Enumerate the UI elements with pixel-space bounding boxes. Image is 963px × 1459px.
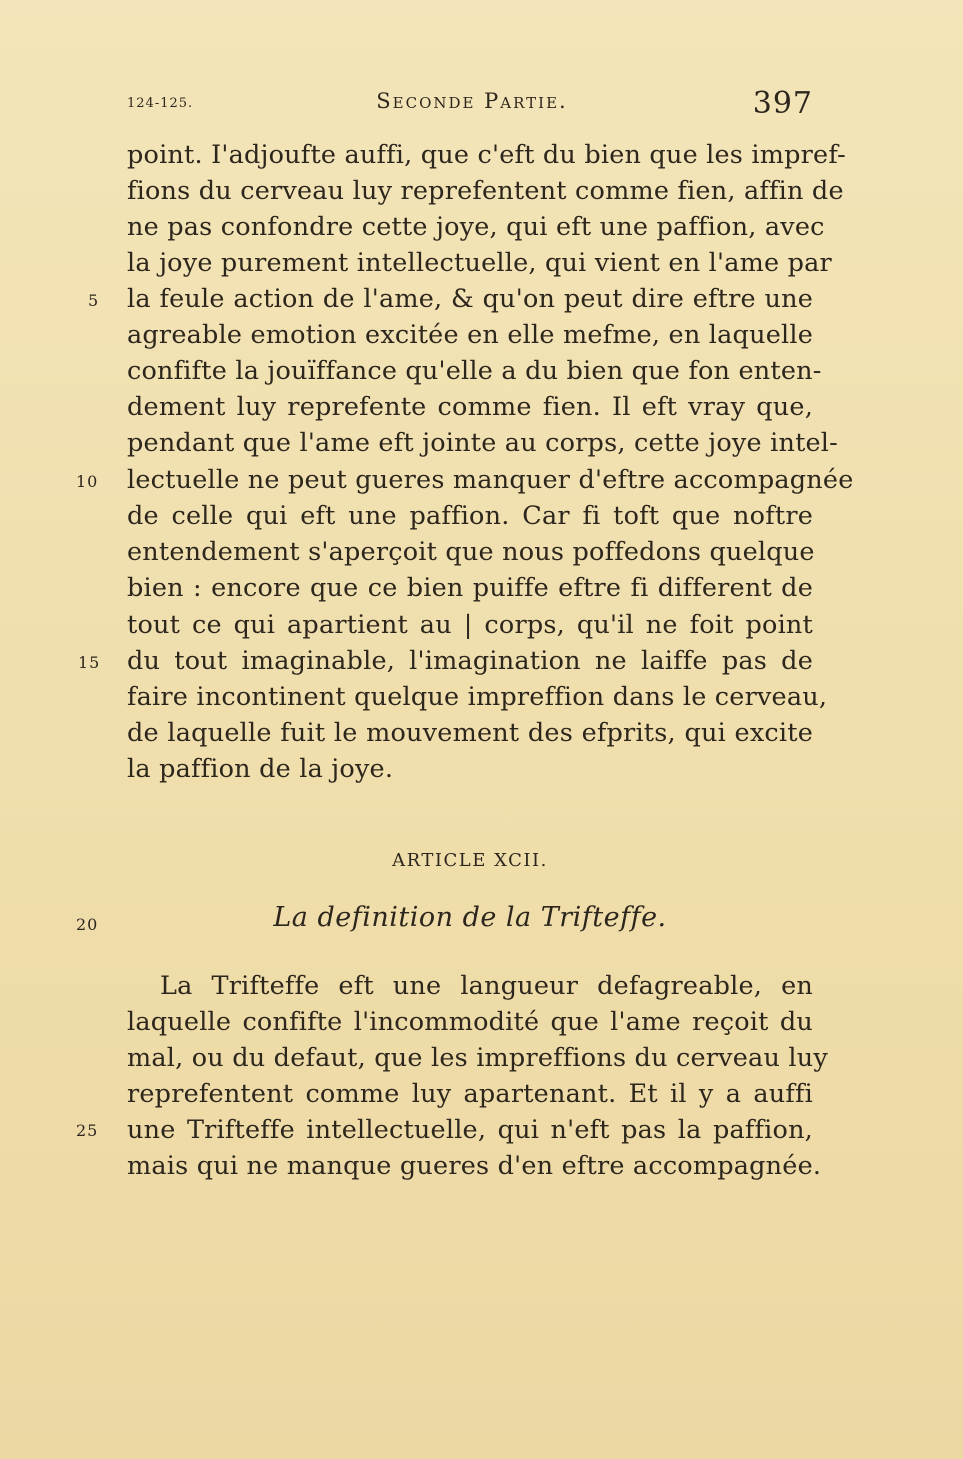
text-line: de celle qui eft une paffion. Car fi toft que noftre xyxy=(127,501,813,531)
text-line: dement luy reprefente comme fien. Il eft vray que, xyxy=(127,392,813,422)
article-label: ARTICLE XCII. xyxy=(392,850,548,871)
text-line: point. I'adjoufte auffi, que c'eft du bien que les impref- xyxy=(127,140,846,170)
line-number: 10 xyxy=(76,472,99,491)
text-line: de laquelle fuit le mouvement des efprits, qui excite xyxy=(127,718,813,748)
text-line: la joye purement intellectuelle, qui vient en l'ame par xyxy=(127,248,832,278)
article-title: La definition de la Trifteffe. xyxy=(273,902,667,933)
page-number: 397 xyxy=(752,86,813,121)
line-number: 15 xyxy=(78,653,101,672)
running-title: Seconde Partie. xyxy=(376,89,568,113)
text-line: tout ce qui apartient au | corps, qu'il ne foit point xyxy=(127,610,813,640)
line-number: 25 xyxy=(76,1121,99,1140)
text-line: mais qui ne manque gueres d'en eftre accompagnée. xyxy=(127,1151,822,1181)
running-head xyxy=(127,86,817,126)
line-number: 5 xyxy=(88,291,100,310)
section-reference: 124-125. xyxy=(127,96,194,111)
text-line: fions du cerveau luy reprefentent comme fien, affin de xyxy=(127,176,844,206)
text-line: pendant que l'ame eft jointe au corps, cette joye intel- xyxy=(127,428,838,458)
text-line: lectuelle ne peut gueres manquer d'eftre accompagnée xyxy=(127,465,854,495)
text-line: confifte la jouïffance qu'elle a du bien que fon enten- xyxy=(127,356,822,386)
text-line: faire incontinent quelque impreffion dans le cerveau, xyxy=(127,682,828,712)
text-line: laquelle confifte l'incommodité que l'ame reçoit du xyxy=(127,1007,813,1037)
text-line: la paffion de la joye. xyxy=(127,754,394,784)
text-line: la feule action de l'ame, & qu'on peut dire eftre une xyxy=(127,284,813,314)
text-line: bien : encore que ce bien puiffe eftre fi different de xyxy=(127,573,813,603)
text-line: reprefentent comme luy apartenant. Et il y a auffi xyxy=(127,1079,813,1109)
text-line: La Trifteffe eft une langueur defagreable, en xyxy=(160,971,813,1001)
text-line: une Trifteffe intellectuelle, qui n'eft pas la paffion, xyxy=(127,1115,813,1145)
text-line: entendement s'aperçoit que nous poffedons quelque xyxy=(127,537,815,567)
text-line: mal, ou du defaut, que les impreffions du cerveau luy xyxy=(127,1043,828,1073)
line-number: 20 xyxy=(76,915,99,934)
text-line: du tout imaginable, l'imagination ne laiffe pas de xyxy=(127,646,813,676)
text-line: ne pas confondre cette joye, qui eft une paffion, avec xyxy=(127,212,825,242)
text-line: agreable emotion excitée en elle mefme, en laquelle xyxy=(127,320,813,350)
